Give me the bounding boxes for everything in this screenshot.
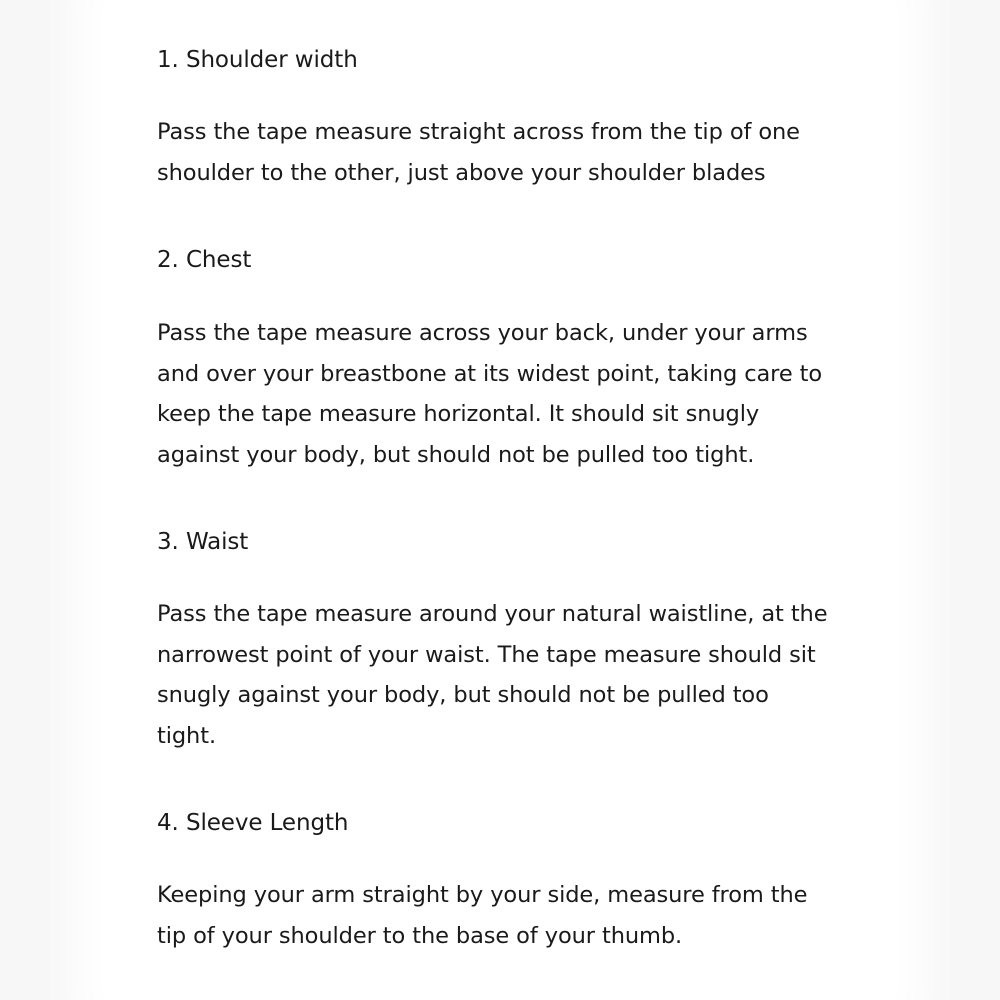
text-line: against your body, but should not be pulled too tight. xyxy=(157,441,755,468)
text-line: snugly against your body, but should not be pulled too xyxy=(157,682,769,708)
text-line: tip of your shoulder to the base of your thumb. xyxy=(157,922,683,949)
section-text-chest xyxy=(157,313,822,475)
section-text-sleeve-length xyxy=(157,875,807,956)
text-line: narrowest point of your waist. The tape measure should sit xyxy=(157,641,816,668)
section-text-shoulder-width xyxy=(157,112,800,193)
section-heading-sleeve-length: 4. Sleeve Length xyxy=(157,810,349,836)
section-heading-waist: 3. Waist xyxy=(157,529,249,555)
text-line: Pass the tape measure across your back, under your arms xyxy=(157,320,808,346)
section-heading-chest: 2. Chest xyxy=(157,247,252,273)
text-line: and over your breastbone at its widest point, taking care to xyxy=(157,360,823,387)
text-line: keep the tape measure horizontal. It should sit snugly xyxy=(157,401,760,427)
text-line: Pass the tape measure straight across from the tip of one xyxy=(157,119,800,145)
section-text-waist xyxy=(157,594,827,756)
text-line: Keeping your arm straight by your side, measure from the xyxy=(157,882,808,908)
text-line: shoulder to the other, just above your shoulder blades xyxy=(157,159,766,186)
section-heading-shoulder-width: 1. Shoulder width xyxy=(157,47,358,73)
text-line: Pass the tape measure around your natural waistline, at the xyxy=(157,601,828,627)
text-line: tight. xyxy=(157,722,216,749)
